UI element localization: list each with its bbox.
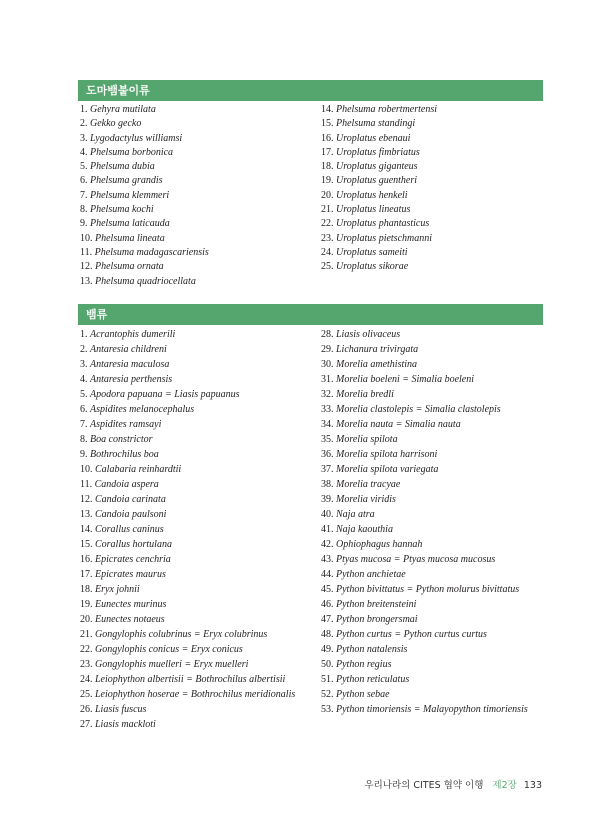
list-item: 53. Python timoriensis = Malayopython timoriensis	[321, 704, 528, 715]
list-item: 6. Phelsuma grandis	[80, 175, 163, 187]
list-item: 43. Ptyas mucosa = Ptyas mucosa mucosus	[321, 554, 496, 565]
list-item: 14. Phelsuma robertmertensi	[321, 104, 438, 115]
footer-chapter: 제2장	[492, 780, 517, 791]
list-item: 7. Aspidites ramsayi	[80, 419, 162, 430]
page-number: 133	[523, 780, 542, 791]
list-item: 8. Boa constrictor	[80, 434, 153, 445]
list-item: 21. Uroplatus lineatus	[321, 204, 411, 216]
list-item: 31. Morelia boeleni = Simalia boeleni	[321, 374, 475, 385]
list-item: 13. Phelsuma quadriocellata	[80, 275, 196, 287]
list-item: 29. Lichanura trivirgata	[321, 344, 419, 355]
list-item: 9. Phelsuma laticauda	[80, 218, 170, 230]
list-item: 12. Phelsuma ornata	[80, 261, 164, 273]
list-item: 44. Python anchietae	[321, 569, 406, 580]
list-item: 17. Uroplatus fimbriatus	[321, 146, 420, 158]
list-item: 22. Uroplatus phantasticus	[321, 218, 430, 230]
list-item: 24. Leiophython albertisii = Bothrochilus albertisii	[80, 674, 286, 685]
list-item: 20. Uroplatus henkeli	[321, 189, 408, 201]
list-item: 19. Eunectes murinus	[80, 599, 167, 610]
list-item: 9. Bothrochilus boa	[80, 449, 159, 460]
list-item: 22. Gongylophis conicus = Eryx conicus	[80, 644, 243, 655]
list-item: 11. Candoia aspera	[80, 479, 159, 490]
list-item: 37. Morelia spilota variegata	[321, 464, 439, 475]
list-item: 6. Aspidites melanocephalus	[80, 404, 195, 415]
list-item: 48. Python curtus = Python curtus curtus	[321, 629, 487, 640]
list-item: 45. Python bivittatus = Python molurus bivittatus	[321, 584, 520, 595]
list-item: 50. Python regius	[321, 659, 392, 670]
list-item: 10. Calabaria reinhardtii	[80, 464, 182, 475]
list-item: 16. Uroplatus ebenaui	[321, 132, 411, 144]
list-item: 30. Morelia amethistina	[321, 359, 418, 370]
snake-list-right	[321, 327, 528, 717]
list-item: 41. Naja kaouthia	[321, 524, 393, 535]
list-item: 2. Gekko gecko	[80, 118, 142, 130]
list-item: 19. Uroplatus guentheri	[321, 175, 418, 187]
list-item: 18. Eryx johnii	[80, 584, 140, 595]
gecko-list-left	[80, 103, 209, 289]
section-header-snakes: 뱀류	[78, 304, 543, 325]
list-item: 32. Morelia bredli	[321, 389, 394, 400]
list-item: 36. Morelia spilota harrisoni	[321, 449, 438, 460]
list-item: 1. Gehyra mutilata	[80, 104, 156, 115]
list-item: 23. Gongylophis muelleri = Eryx muelleri	[80, 659, 249, 670]
list-item: 27. Liasis mackloti	[80, 719, 156, 730]
list-item: 47. Python brongersmai	[321, 614, 418, 625]
list-item: 49. Python natalensis	[321, 644, 408, 655]
list-item: 12. Candoia carinata	[80, 494, 166, 505]
list-item: 1. Acrantophis dumerili	[80, 329, 176, 340]
list-item: 33. Morelia clastolepis = Simalia clastolepis	[321, 404, 501, 415]
list-item: 8. Phelsuma kochi	[80, 204, 154, 216]
list-item: 46. Python breitensteini	[321, 599, 417, 610]
list-item: 11. Phelsuma madagascariensis	[80, 246, 209, 258]
list-item: 15. Phelsuma standingi	[321, 118, 416, 130]
list-item: 5. Apodora papuana = Liasis papuanus	[80, 389, 240, 400]
list-item: 28. Liasis olivaceus	[321, 329, 401, 340]
list-item: 15. Corallus hortulana	[80, 539, 172, 550]
list-item: 39. Morelia viridis	[321, 494, 396, 505]
list-item: 52. Python sebae	[321, 689, 390, 700]
list-item: 34. Morelia nauta = Simalia nauta	[321, 419, 461, 430]
list-item: 5. Phelsuma dubia	[80, 161, 155, 173]
list-item: 26. Liasis fuscus	[80, 704, 147, 715]
list-item: 4. Phelsuma borbonica	[80, 146, 174, 158]
list-item: 38. Morelia tracyae	[321, 479, 401, 490]
list-item: 25. Leiophython hoserae = Bothrochilus meridionalis	[80, 689, 296, 700]
list-item: 16. Epicrates cenchria	[80, 554, 171, 565]
page-footer	[364, 777, 542, 791]
list-item: 25. Uroplatus sikorae	[321, 261, 409, 273]
list-item: 35. Morelia spilota	[321, 434, 398, 445]
section-header-geckos: 도마뱀붙이류	[78, 80, 543, 101]
list-item: 4. Antaresia perthensis	[80, 374, 173, 385]
list-item: 3. Lygodactylus williamsi	[80, 132, 183, 144]
list-item: 2. Antaresia childreni	[80, 344, 167, 355]
list-item: 14. Corallus caninus	[80, 524, 164, 535]
list-item: 3. Antaresia maculosa	[80, 359, 170, 370]
list-item: 23. Uroplatus pietschmanni	[321, 232, 433, 244]
list-item: 24. Uroplatus sameiti	[321, 246, 408, 258]
list-item: 18. Uroplatus giganteus	[321, 161, 418, 173]
list-item: 10. Phelsuma lineata	[80, 232, 165, 244]
snake-list-left	[80, 327, 295, 732]
list-item: 51. Python reticulatus	[321, 674, 410, 685]
list-item: 7. Phelsuma klemmeri	[80, 189, 170, 201]
list-item: 40. Naja atra	[321, 509, 375, 520]
list-item: 42. Ophiophagus hannah	[321, 539, 423, 550]
list-item: 17. Epicrates maurus	[80, 569, 166, 580]
list-item: 13. Candoia paulsoni	[80, 509, 167, 520]
list-item: 21. Gongylophis colubrinus = Eryx colubrinus	[80, 629, 268, 640]
list-item: 20. Eunectes notaeus	[80, 614, 165, 625]
gecko-list-right	[321, 103, 437, 275]
footer-title: 우리나라의 CITES 협약 이행	[364, 780, 484, 791]
